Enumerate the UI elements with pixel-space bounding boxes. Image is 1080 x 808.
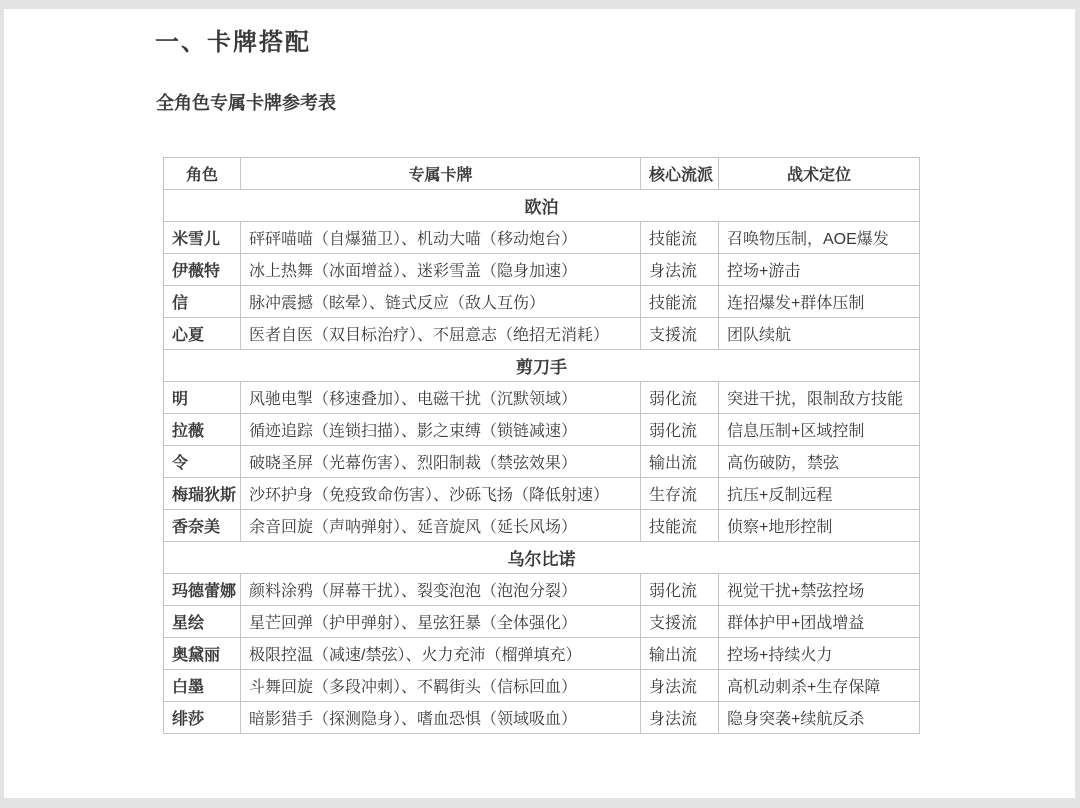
character-name: 信: [164, 286, 241, 318]
table-row: [164, 446, 920, 478]
character-name: 白墨: [164, 670, 241, 702]
tactical-role: 团队续航: [719, 318, 920, 350]
character-name: 明: [164, 382, 241, 414]
table-row: [164, 382, 920, 414]
core-style: 输出流: [641, 446, 719, 478]
group-header-row: [164, 190, 920, 222]
tactical-role: 控场+游击: [719, 254, 920, 286]
character-name: 梅瑞狄斯: [164, 478, 241, 510]
section-title: 一、卡牌搭配: [155, 29, 311, 56]
exclusive-cards: 冰上热舞（冰面增益）、迷彩雪盖（隐身加速）: [241, 254, 641, 286]
table-row: [164, 670, 920, 702]
character-name: 令: [164, 446, 241, 478]
exclusive-cards: 斗舞回旋（多段冲刺）、不羁街头（信标回血）: [241, 670, 641, 702]
core-style: 弱化流: [641, 414, 719, 446]
character-name: 伊薇特: [164, 254, 241, 286]
tactical-role: 控场+持续火力: [719, 638, 920, 670]
table-title: 全角色专属卡牌参考表: [156, 92, 336, 113]
column-header-character: 角色: [164, 158, 241, 190]
tactical-role: 高伤破防，禁弦: [719, 446, 920, 478]
tactical-role: 视觉干扰+禁弦控场: [719, 574, 920, 606]
table-body: [164, 190, 920, 734]
core-style: 技能流: [641, 222, 719, 254]
exclusive-cards: 星芒回弹（护甲弹射）、星弦狂暴（全体强化）: [241, 606, 641, 638]
core-style: 技能流: [641, 510, 719, 542]
character-name: 米雪儿: [164, 222, 241, 254]
tactical-role: 连招爆发+群体压制: [719, 286, 920, 318]
exclusive-cards: 砰砰喵喵（自爆猫卫）、机动大喵（移动炮台）: [241, 222, 641, 254]
core-style: 弱化流: [641, 382, 719, 414]
core-style: 身法流: [641, 702, 719, 734]
core-style: 支援流: [641, 318, 719, 350]
exclusive-cards: 颜料涂鸦（屏幕干扰）、裂变泡泡（泡泡分裂）: [241, 574, 641, 606]
exclusive-cards: 极限控温（减速/禁弦）、火力充沛（榴弹填充）: [241, 638, 641, 670]
table-row: [164, 574, 920, 606]
exclusive-cards: 破晓圣屏（光幕伤害）、烈阳制裁（禁弦效果）: [241, 446, 641, 478]
core-style: 身法流: [641, 670, 719, 702]
tactical-role: 召唤物压制，AOE爆发: [719, 222, 920, 254]
core-style: 支援流: [641, 606, 719, 638]
character-name: 香奈美: [164, 510, 241, 542]
column-header-cards: 专属卡牌: [241, 158, 641, 190]
core-style: 技能流: [641, 286, 719, 318]
tactical-role: 高机动刺杀+生存保障: [719, 670, 920, 702]
group-header-row: [164, 542, 920, 574]
character-name: 绯莎: [164, 702, 241, 734]
character-name: 星绘: [164, 606, 241, 638]
tactical-role: 突进干扰，限制敌方技能: [719, 382, 920, 414]
exclusive-cards: 医者自医（双目标治疗）、不屈意志（绝招无消耗）: [241, 318, 641, 350]
table-row: [164, 222, 920, 254]
exclusive-cards: 风驰电掣（移速叠加）、电磁干扰（沉默领域）: [241, 382, 641, 414]
exclusive-cards: 沙环护身（免疫致命伤害）、沙砾飞扬（降低射速）: [241, 478, 641, 510]
tactical-role: 抗压+反制远程: [719, 478, 920, 510]
table-row: [164, 286, 920, 318]
tactical-role: 信息压制+区域控制: [719, 414, 920, 446]
document-content: [4, 9, 1075, 734]
tactical-role: 侦察+地形控制: [719, 510, 920, 542]
table-row: [164, 414, 920, 446]
tactical-role: 隐身突袭+续航反杀: [719, 702, 920, 734]
table-row: [164, 478, 920, 510]
table-row: [164, 638, 920, 670]
group-name: 欧泊: [164, 190, 920, 222]
table-row: [164, 702, 920, 734]
table-row: [164, 510, 920, 542]
core-style: 弱化流: [641, 574, 719, 606]
exclusive-cards: 脉冲震撼（眩晕）、链式反应（敌人互伤）: [241, 286, 641, 318]
column-header-role: 战术定位: [719, 158, 920, 190]
tactical-role: 群体护甲+团战增益: [719, 606, 920, 638]
core-style: 输出流: [641, 638, 719, 670]
column-header-style: 核心流派: [641, 158, 719, 190]
group-name: 乌尔比诺: [164, 542, 920, 574]
table-header-row: [164, 158, 920, 190]
table-row: [164, 606, 920, 638]
core-style: 身法流: [641, 254, 719, 286]
group-header-row: [164, 350, 920, 382]
exclusive-cards: 循迹追踪（连锁扫描）、影之束缚（锁链减速）: [241, 414, 641, 446]
exclusive-cards: 暗影猎手（探测隐身）、嗜血恐惧（领域吸血）: [241, 702, 641, 734]
table-row: [164, 254, 920, 286]
document-page: [4, 9, 1075, 798]
character-name: 奥黛丽: [164, 638, 241, 670]
character-name: 心夏: [164, 318, 241, 350]
exclusive-cards: 余音回旋（声呐弹射）、延音旋风（延长风场）: [241, 510, 641, 542]
group-name: 剪刀手: [164, 350, 920, 382]
character-name: 拉薇: [164, 414, 241, 446]
table-row: [164, 318, 920, 350]
character-name: 玛德蕾娜: [164, 574, 241, 606]
card-reference-table: [163, 157, 920, 734]
core-style: 生存流: [641, 478, 719, 510]
